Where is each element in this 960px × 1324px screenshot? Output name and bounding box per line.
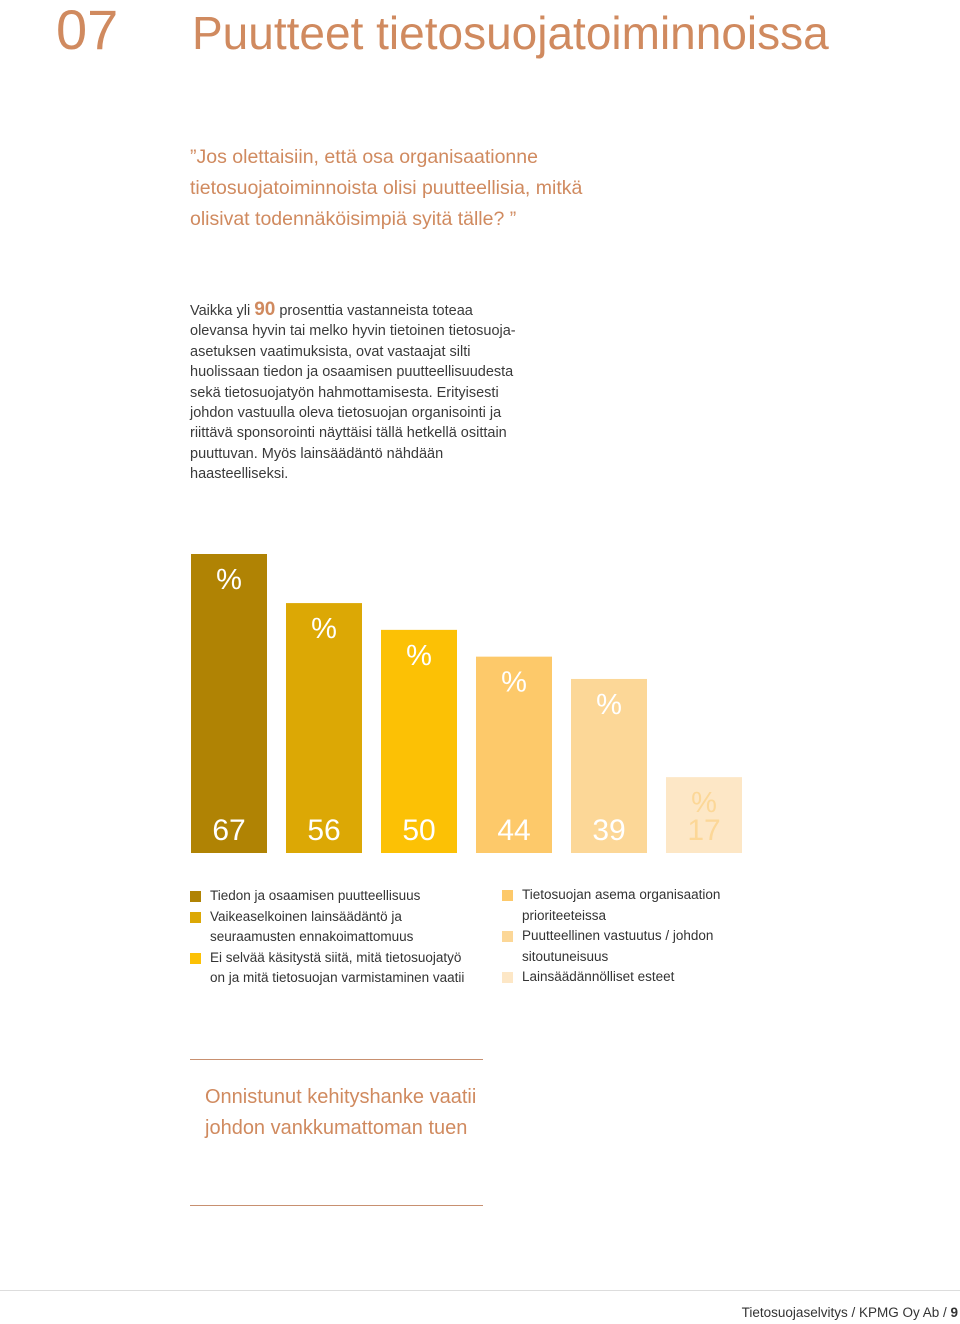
- legend-item: [502, 967, 742, 988]
- legend-column-left: [190, 886, 480, 989]
- legend-item: [502, 885, 742, 926]
- legend-swatch: [190, 891, 201, 902]
- callout-text: Onnistunut kehityshanke vaatii johdon vankkumattoman tuen: [205, 1086, 477, 1139]
- legend-swatch: [502, 931, 513, 942]
- legend-label: Ei selvää käsitystä siitä, mitä tietosuojatyö on ja mitä tietosuojan varmistaminen vaatii: [210, 949, 465, 985]
- footer-divider: [0, 1290, 960, 1291]
- legend-item: [190, 948, 480, 989]
- legend-label: Tiedon ja osaamisen puutteellisuus: [210, 888, 421, 903]
- legend-label: Tietosuojan asema organisaation prioriteeteissa: [522, 887, 721, 923]
- legend-label: Vaikeaselkoinen lainsäädäntö ja seuraamusten ennakoimattomuus: [210, 908, 414, 944]
- bar-unit-label-5: %: [596, 688, 622, 721]
- legend-swatch: [502, 972, 513, 983]
- legend-label: Puutteellinen vastuutus / johdon sitoutuneisuus: [522, 928, 714, 964]
- legend-item: [190, 907, 480, 948]
- page-number: 9: [950, 1305, 958, 1320]
- bar-unit-label-4: %: [501, 666, 527, 699]
- page-footer: [742, 1305, 958, 1320]
- bar-unit-label-2: %: [311, 613, 337, 646]
- bar-unit-label-6: %: [691, 787, 717, 820]
- callout-bottom-rule: [190, 1205, 483, 1206]
- bar-unit-label-3: %: [406, 639, 432, 672]
- highlight-number: 90: [254, 299, 276, 320]
- page-title: Puutteet tietosuojatoiminnoissa: [192, 7, 829, 59]
- bar-value-label-1: 67: [212, 814, 246, 847]
- bar-value-label-5: 39: [592, 814, 626, 847]
- legend-swatch: [502, 890, 513, 901]
- callout-top-rule: [190, 1059, 483, 1060]
- quote-text: Jos olettaisiin, että osa organisaationne tietosuojatoiminnoista olisi puutteellisia, mitkä olisivat todennäköisimpiä syitä tälle?: [190, 146, 583, 230]
- legend-label: Lainsäädännölliset esteet: [522, 969, 675, 984]
- chapter-number: 07: [56, 0, 119, 61]
- bar-value-label-4: 44: [497, 814, 531, 847]
- bar-value-label-6: 17: [687, 814, 721, 847]
- bar-unit-label-1: %: [216, 564, 242, 596]
- open-quote-mark: ”: [190, 146, 197, 168]
- bar-value-label-2: 56: [307, 814, 341, 847]
- body-text-before: Vaikka yli: [190, 303, 255, 319]
- bar-value-label-3: 50: [402, 814, 436, 847]
- legend-swatch: [190, 953, 201, 964]
- footer-text: Tietosuojaselvitys / KPMG Oy Ab /: [741, 1305, 951, 1320]
- close-quote-mark: ”: [504, 208, 517, 230]
- legend-item: [190, 886, 480, 907]
- body-text-after: prosenttia vastanneista toteaa olevansa hyvin tai melko hyvin tietoinen tietosuoja-asetuksen vaatimuksista, ovat vastaajat silti huolissaan tiedon ja osaamisen puutteellisuudesta sekä tietosuojatyön hahmottamisesta. Erityisesti johdon vastuulla oleva tietosuojan organisointi ja riittävä sponsorointi näyttäisi tällä hetkellä osittain puuttuvan. Myös lainsäädäntö nähdään haasteelliseksi.: [190, 303, 516, 483]
- legend-swatch: [190, 912, 201, 923]
- bar-1: [191, 554, 267, 853]
- legend-column-right: [502, 885, 742, 988]
- legend-item: [502, 926, 742, 967]
